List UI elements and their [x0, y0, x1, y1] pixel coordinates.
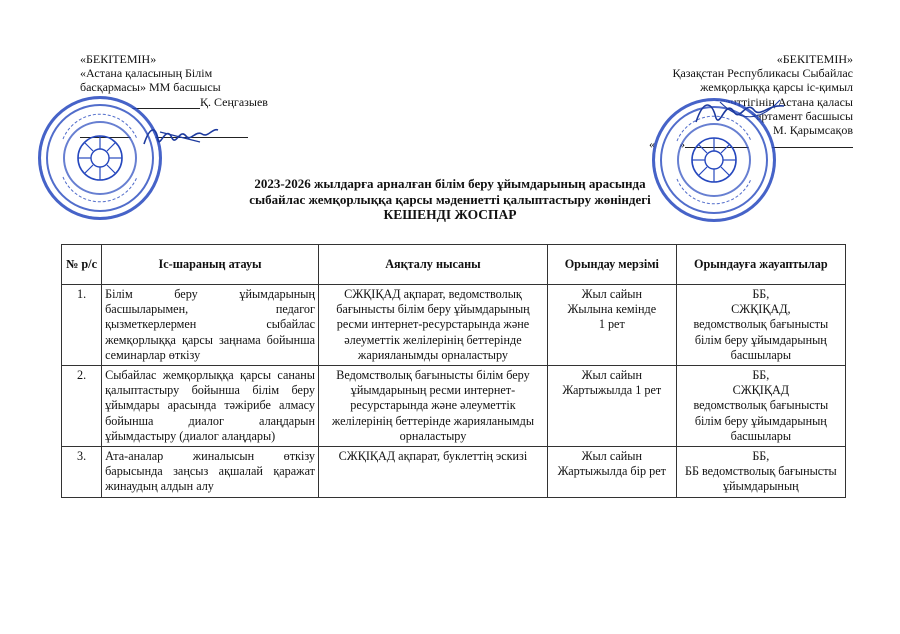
approval-left-signer: Қ. Сеңгазыев	[200, 94, 268, 109]
row-resp	[676, 285, 845, 366]
row-term	[547, 285, 676, 366]
header-num: № р/с	[62, 245, 102, 285]
approval-right-line1: Қазақстан Республикасы Сыбайлас	[672, 66, 853, 81]
row-resp-c: ведомстволық бағынысты білім беру ұйымдарының басшылары	[693, 317, 829, 362]
approval-left-line1: «Астана қаласының Білім	[80, 66, 213, 81]
row-resp	[676, 447, 845, 498]
table-row	[62, 285, 846, 366]
row-term-a: Жыл сайын	[581, 368, 643, 383]
row-resp-b: ББ ведомстволық бағынысты ұйымдарының	[684, 464, 837, 494]
title-line2: сыбайлас жемқорлыққа қарсы мәдениетті қалыптастыру жөніндегі	[249, 191, 651, 207]
row-num: 2.	[62, 366, 102, 447]
date-day: 14	[661, 137, 673, 152]
header-form: Аяқталу нысаны	[319, 245, 548, 285]
table-row	[62, 447, 846, 498]
row-name-text: Ата-аналар жиналысын өткізу барысында заңсыз ақшалай қаражат жинаудың алдын алу	[105, 449, 315, 494]
row-term	[547, 366, 676, 447]
row-name-text: Білім беру ұйымдарының басшыларымен, педагог қызметкерлермен сыбайлас жемқорлыққа қарсы заңнама бойынша семинарлар өткізу	[105, 287, 315, 362]
header-term: Орындау мерзімі	[547, 245, 676, 285]
approval-left-line2: басқармасы» ММ басшысы	[80, 80, 221, 95]
approval-right-signer: М. Қарымсақов	[773, 123, 853, 138]
title-line1: 2023-2026 жылдарға арналған білім беру ұйымдарының арасында	[254, 176, 646, 191]
document-title	[0, 176, 900, 223]
approval-right-line2: жемқорлыққа қарсы іс-қимыл	[700, 80, 853, 95]
table-header-row	[62, 245, 846, 285]
row-resp-a: ББ,	[752, 287, 770, 301]
title-line3: КЕШЕНДІ ЖОСПАР	[383, 207, 517, 222]
row-resp	[676, 366, 845, 447]
approval-right-header: «БЕКІТЕМІН»	[776, 52, 853, 66]
row-term-b: Жылына кемінде	[567, 302, 657, 317]
row-resp-a: ББ,	[752, 368, 770, 383]
approval-right-line3: агенттігінің Астана қаласы	[714, 94, 853, 109]
row-num: 3.	[62, 447, 102, 498]
date-quote-close: »	[679, 137, 685, 152]
header-name: Іс-шараның атауы	[102, 245, 319, 285]
row-term	[547, 447, 676, 498]
row-term-b: Жартыжылда бір рет	[557, 464, 666, 479]
signature-right-icon	[690, 92, 790, 132]
signature-left-icon	[140, 120, 220, 150]
approval-right-line4: бойынша Департамент басшысы	[685, 108, 853, 123]
row-term-a: Жыл сайын	[581, 449, 643, 464]
row-name	[102, 366, 319, 447]
row-name	[102, 285, 319, 366]
row-term-b: Жартыжылда 1 рет	[562, 383, 662, 398]
plan-table	[61, 244, 846, 498]
approval-left-header: «БЕКІТЕМІН»	[80, 52, 157, 66]
row-resp-c: ведомстволық бағынысты білім беру ұйымдарының басшылары	[693, 398, 829, 443]
row-form: СЖҚІҚАД ақпарат, буклеттің эскизі	[319, 447, 548, 498]
row-name	[102, 447, 319, 498]
row-term-c: 1 рет	[598, 317, 625, 332]
date-quote-open: «	[649, 137, 655, 152]
row-term-a: Жыл сайын	[581, 287, 643, 301]
row-form: Ведомстволық бағынысты білім беру ұйымдарының ресми интернет-ресурстарында және әлеуметтік желілерінің беттерінде жарияланымды орналастыру	[319, 366, 548, 447]
row-resp-b: СЖҚІҚАД,	[731, 302, 791, 317]
table-row	[62, 366, 846, 447]
row-resp-a: ББ,	[752, 449, 770, 464]
row-num: 1.	[62, 285, 102, 366]
row-name-text: Сыбайлас жемқорлыққа қарсы сананы қалыптастыру бойынша білім беру ұйымдары арасында тәжірибе алмасу бойынша диалог алаңдарын ұйымдастыру (диалог алаңдары)	[105, 368, 315, 443]
header-resp: Орындауға жауаптылар	[676, 245, 845, 285]
row-resp-b: СЖҚІҚАД	[732, 383, 790, 398]
row-form: СЖҚІҚАД ақпарат, ведомстволық бағынысты білім беру ұйымдарының ресми интернет-ресурстарында және әлеуметтік желілерінің беттерінде жарияланымды орналастыру	[319, 285, 548, 366]
